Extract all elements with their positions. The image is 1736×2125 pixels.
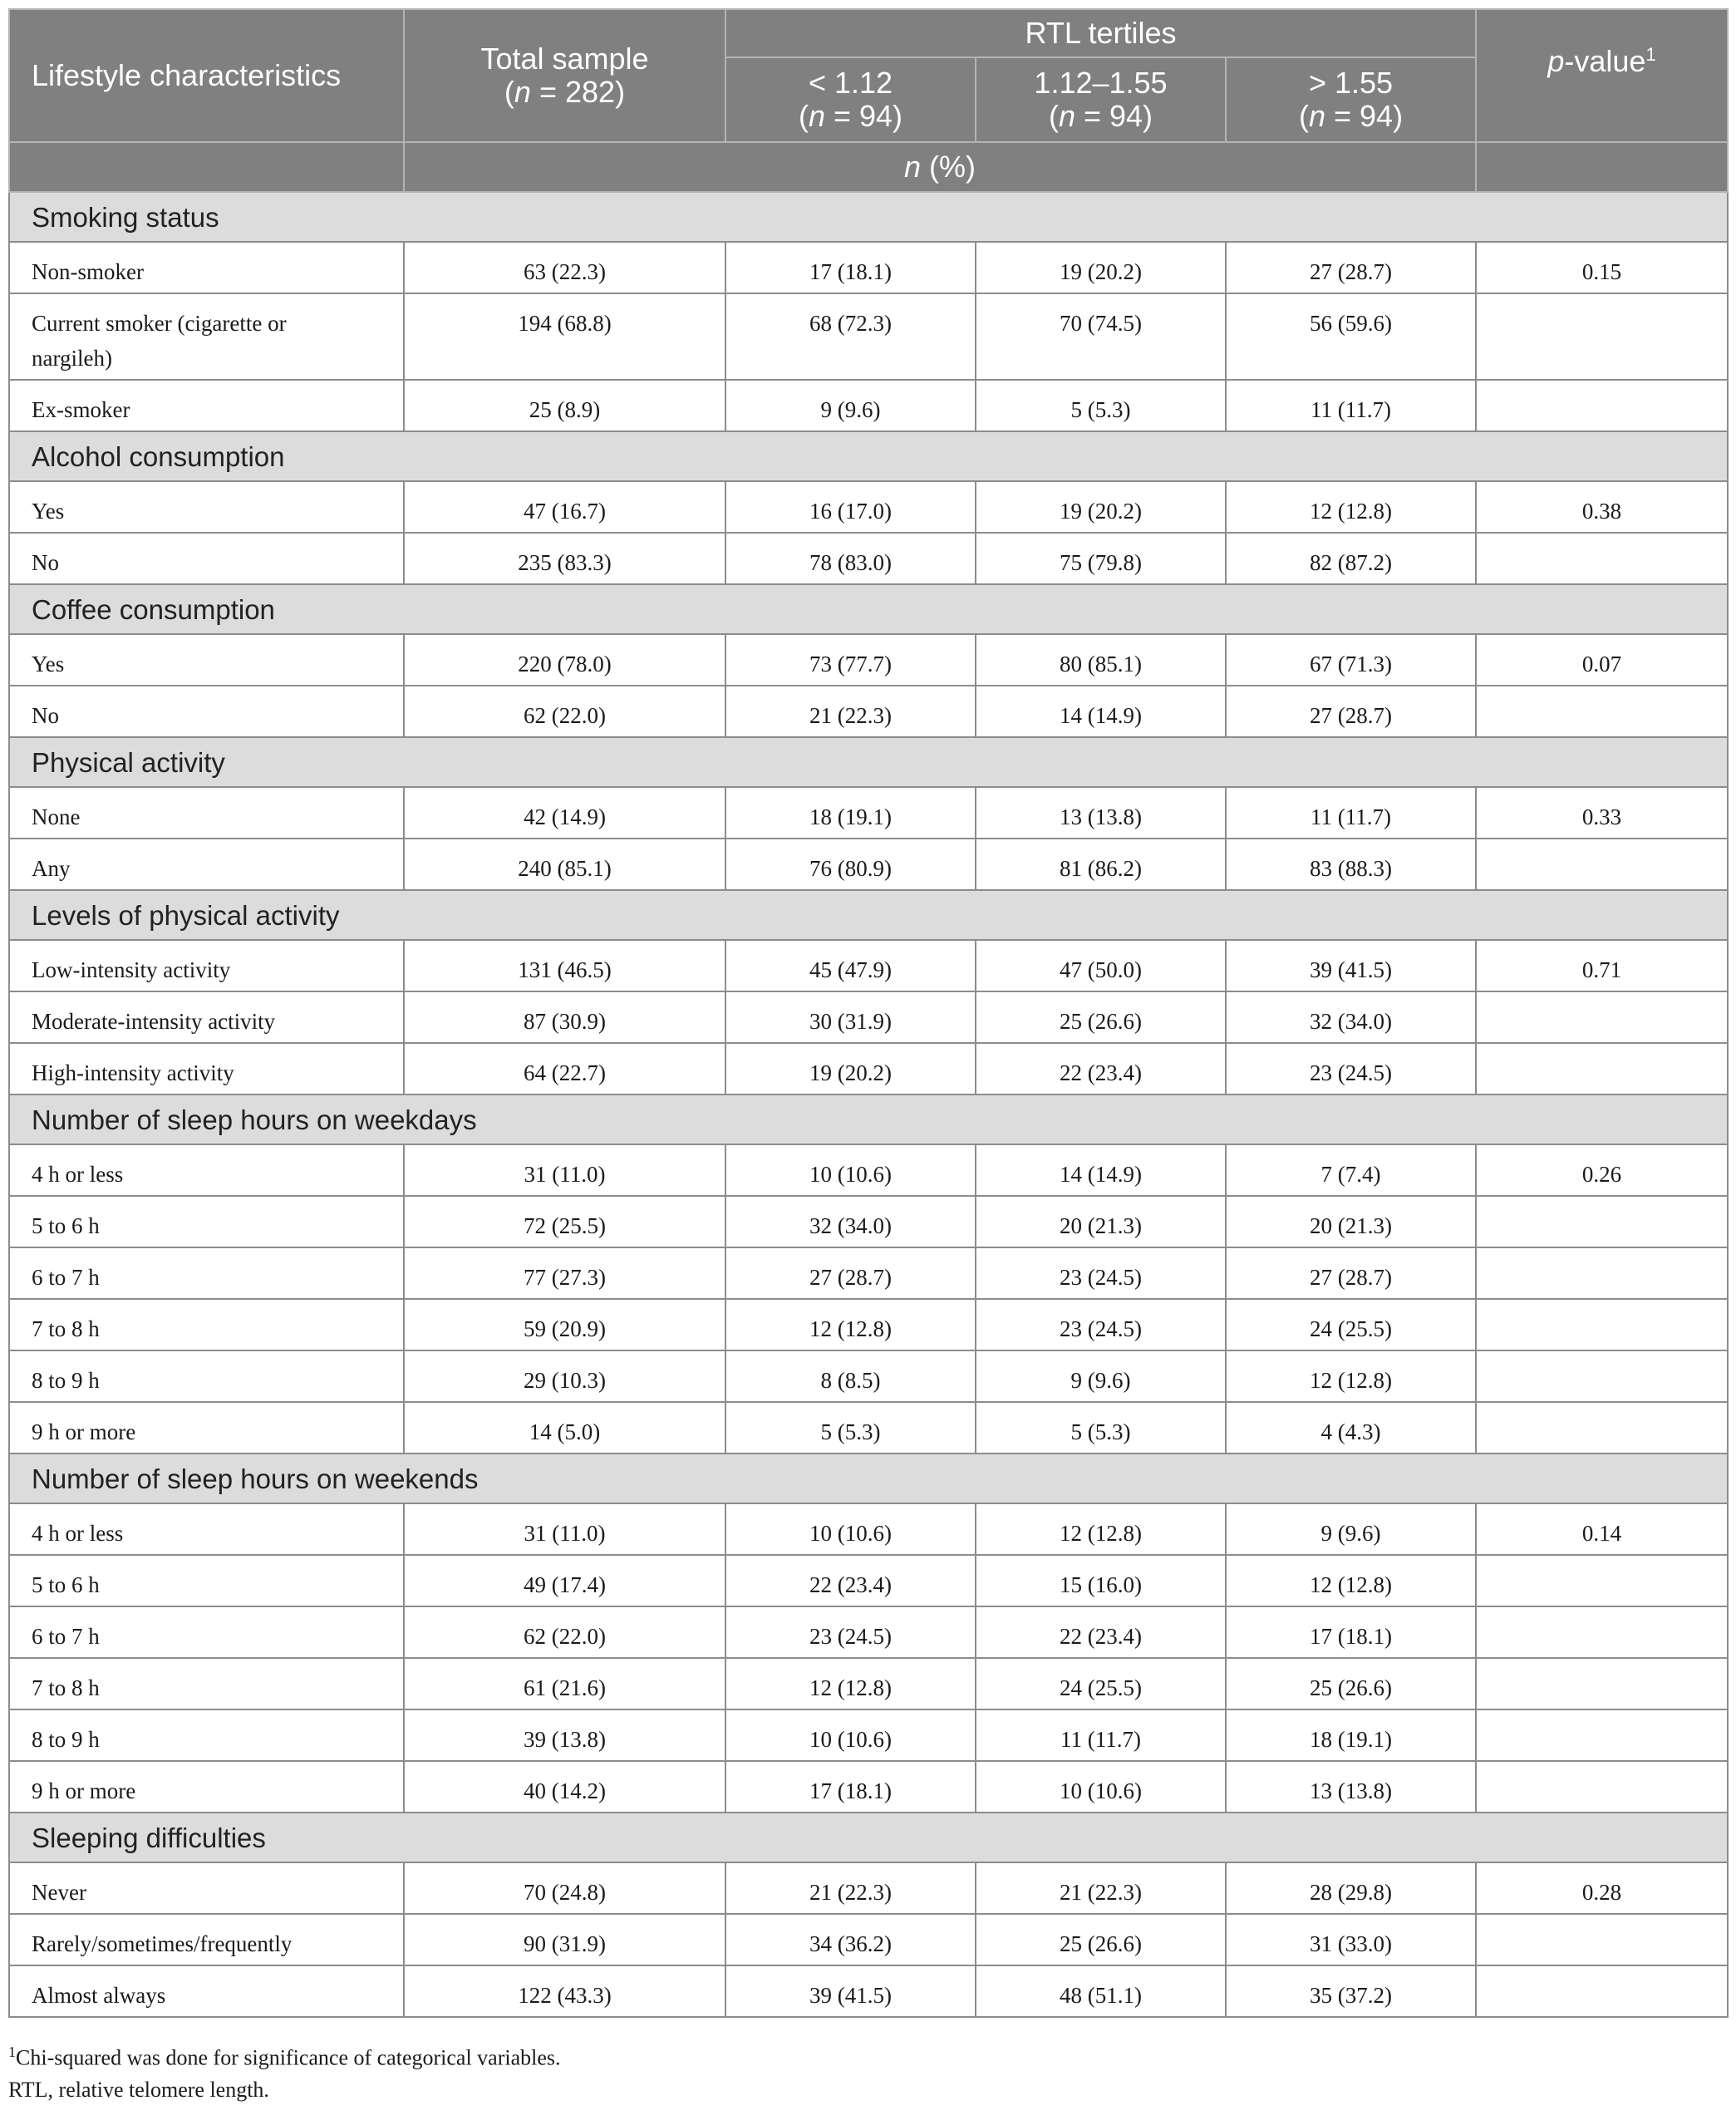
row-label: 8 to 9 h	[9, 1709, 404, 1761]
table-row	[9, 481, 1728, 533]
table-row	[9, 940, 1728, 991]
pvalue-cell: 0.15	[1476, 242, 1728, 293]
tertile-3-cell: 27 (28.7)	[1226, 1247, 1476, 1299]
table-container	[8, 8, 1727, 2106]
table-row	[9, 1043, 1728, 1094]
n-percent-italic: n	[904, 150, 922, 184]
section-title: Alcohol consumption	[9, 431, 1728, 481]
tertile-2-cell: 20 (21.3)	[976, 1196, 1226, 1247]
row-label: Moderate-intensity activity	[9, 991, 404, 1043]
total-cell: 87 (30.9)	[404, 991, 725, 1043]
row-label: Ex-smoker	[9, 380, 404, 431]
pvalue-cell	[1476, 1709, 1728, 1761]
footnotes	[8, 2036, 1727, 2106]
tertile-3-cell: 56 (59.6)	[1226, 293, 1476, 380]
table-row	[9, 991, 1728, 1043]
tertile-3-label: > 1.55	[1308, 66, 1394, 101]
tertile-3-cell: 4 (4.3)	[1226, 1402, 1476, 1454]
tertile-2-cell: 22 (23.4)	[976, 1606, 1226, 1658]
footnote-1-sup: 1	[8, 2044, 16, 2060]
pvalue-cell: 0.14	[1476, 1503, 1728, 1555]
total-cell: 47 (16.7)	[404, 481, 725, 533]
tertile-3-cell: 35 (37.2)	[1226, 1965, 1476, 2017]
section-header-row	[9, 431, 1728, 481]
table-row	[9, 686, 1728, 737]
pvalue-cell	[1476, 1965, 1728, 2017]
table-body	[9, 192, 1728, 2017]
total-cell: 29 (10.3)	[404, 1350, 725, 1402]
tertile-1-cell: 34 (36.2)	[725, 1914, 976, 1965]
tertile-2-cell: 13 (13.8)	[976, 787, 1226, 839]
tertile-2-cell: 11 (11.7)	[976, 1709, 1226, 1761]
total-cell: 62 (22.0)	[404, 686, 725, 737]
tertile-3-cell: 18 (19.1)	[1226, 1709, 1476, 1761]
row-label: No	[9, 533, 404, 584]
pvalue-cell	[1476, 1350, 1728, 1402]
tertile-3-cell: 23 (24.5)	[1226, 1043, 1476, 1094]
pvalue-cell: 0.33	[1476, 787, 1728, 839]
pvalue-cell	[1476, 839, 1728, 890]
pvalue-italic: p	[1547, 44, 1565, 78]
row-label: Never	[9, 1862, 404, 1914]
tertile-1-cell: 45 (47.9)	[725, 940, 976, 991]
pvalue-cell: 0.26	[1476, 1144, 1728, 1196]
pvalue-cell	[1476, 991, 1728, 1043]
tertile-1-cell: 10 (10.6)	[725, 1144, 976, 1196]
tertile-1-cell: 18 (19.1)	[725, 787, 976, 839]
tertile-2-cell: 23 (24.5)	[976, 1247, 1226, 1299]
row-label: Low-intensity activity	[9, 940, 404, 991]
tertile-3-cell: 83 (88.3)	[1226, 839, 1476, 890]
table-row	[9, 293, 1728, 380]
tertile-3-cell: 39 (41.5)	[1226, 940, 1476, 991]
tertile-1-cell: 68 (72.3)	[725, 293, 976, 380]
total-cell: 31 (11.0)	[404, 1503, 725, 1555]
total-cell: 40 (14.2)	[404, 1761, 725, 1813]
table-row	[9, 1555, 1728, 1606]
tertile-1-cell: 39 (41.5)	[725, 1965, 976, 2017]
tertile-1-cell: 5 (5.3)	[725, 1402, 976, 1454]
tertile-2-cell: 81 (86.2)	[976, 839, 1226, 890]
tertile-2-cell: 23 (24.5)	[976, 1299, 1226, 1350]
total-cell: 131 (46.5)	[404, 940, 725, 991]
tertile-1-cell: 21 (22.3)	[725, 1862, 976, 1914]
tertile-2-label: 1.12–1.55	[1034, 66, 1168, 101]
tertile-1-cell: 8 (8.5)	[725, 1350, 976, 1402]
tertile-2-cell: 75 (79.8)	[976, 533, 1226, 584]
row-label: 5 to 6 h	[9, 1196, 404, 1247]
tertile-3-cell: 11 (11.7)	[1226, 787, 1476, 839]
section-title: Number of sleep hours on weekdays	[9, 1094, 1728, 1144]
pvalue-cell	[1476, 1299, 1728, 1350]
row-label: High-intensity activity	[9, 1043, 404, 1094]
section-header-row	[9, 1094, 1728, 1144]
row-label: Yes	[9, 481, 404, 533]
tertile-3-cell: 31 (33.0)	[1226, 1914, 1476, 1965]
tertile-1-cell: 10 (10.6)	[725, 1503, 976, 1555]
tertile-1-cell: 9 (9.6)	[725, 380, 976, 431]
table-row	[9, 1196, 1728, 1247]
tertile-1-label: < 1.12	[808, 66, 893, 101]
tertile-2-cell: 10 (10.6)	[976, 1761, 1226, 1813]
pvalue-sup: 1	[1645, 44, 1656, 65]
rtl-tertiles-header: RTL tertiles	[725, 9, 1476, 57]
total-cell: 42 (14.9)	[404, 787, 725, 839]
tertile-1-cell: 16 (17.0)	[725, 481, 976, 533]
pvalue-cell: 0.38	[1476, 481, 1728, 533]
section-title: Sleeping difficulties	[9, 1813, 1728, 1862]
row-label: 7 to 8 h	[9, 1299, 404, 1350]
pvalue-cell	[1476, 1043, 1728, 1094]
section-header-row	[9, 192, 1728, 242]
table-row	[9, 1761, 1728, 1813]
tertile-3-cell: 12 (12.8)	[1226, 481, 1476, 533]
tertile-2-cell: 25 (26.6)	[976, 991, 1226, 1043]
row-label: 8 to 9 h	[9, 1350, 404, 1402]
pvalue-cell	[1476, 1914, 1728, 1965]
tertile-3-cell: 32 (34.0)	[1226, 991, 1476, 1043]
total-cell: 25 (8.9)	[404, 380, 725, 431]
tertile-1-cell: 32 (34.0)	[725, 1196, 976, 1247]
row-label: Any	[9, 839, 404, 890]
row-label: Almost always	[9, 1965, 404, 2017]
total-cell: 49 (17.4)	[404, 1555, 725, 1606]
section-title: Coffee consumption	[9, 584, 1728, 634]
pvalue-text: -value	[1564, 44, 1646, 78]
section-title: Physical activity	[9, 737, 1728, 787]
pvalue-header	[1476, 9, 1728, 142]
tertile-1-cell: 23 (24.5)	[725, 1606, 976, 1658]
tertile-3-cell: 12 (12.8)	[1226, 1350, 1476, 1402]
tertile-3-cell: 27 (28.7)	[1226, 242, 1476, 293]
total-cell: 240 (85.1)	[404, 839, 725, 890]
total-cell: 63 (22.3)	[404, 242, 725, 293]
total-sample-label: Total sample	[480, 42, 649, 76]
tertile-2-cell: 5 (5.3)	[976, 380, 1226, 431]
row-label: 9 h or more	[9, 1761, 404, 1813]
tertile-3-cell: 17 (18.1)	[1226, 1606, 1476, 1658]
tertile-2-cell: 80 (85.1)	[976, 634, 1226, 686]
tertile-2-cell: 5 (5.3)	[976, 1402, 1226, 1454]
pvalue-cell	[1476, 1402, 1728, 1454]
row-label: Yes	[9, 634, 404, 686]
tertile-3-cell: 9 (9.6)	[1226, 1503, 1476, 1555]
tertile-3-cell: 27 (28.7)	[1226, 686, 1476, 737]
tertile-3-cell: 28 (29.8)	[1226, 1862, 1476, 1914]
total-cell: 64 (22.7)	[404, 1043, 725, 1094]
tertile-1-header: < 1.12 (n = 94)	[725, 57, 976, 142]
tertile-3-cell: 12 (12.8)	[1226, 1555, 1476, 1606]
table-row	[9, 242, 1728, 293]
tertile-3-cell: 13 (13.8)	[1226, 1761, 1476, 1813]
total-cell: 70 (24.8)	[404, 1862, 725, 1914]
header-blank-right	[1476, 142, 1728, 192]
row-label: No	[9, 686, 404, 737]
section-title: Levels of physical activity	[9, 890, 1728, 940]
total-cell: 194 (68.8)	[404, 293, 725, 380]
tertile-1-cell: 22 (23.4)	[725, 1555, 976, 1606]
tertile-1-cell: 21 (22.3)	[725, 686, 976, 737]
tertile-1-cell: 10 (10.6)	[725, 1709, 976, 1761]
section-header-row	[9, 890, 1728, 940]
tertile-3-cell: 67 (71.3)	[1226, 634, 1476, 686]
tertile-1-cell: 78 (83.0)	[725, 533, 976, 584]
table-row	[9, 533, 1728, 584]
pvalue-cell	[1476, 1658, 1728, 1709]
pvalue-cell	[1476, 533, 1728, 584]
total-sample-header: Total sample (n = 282)	[404, 9, 725, 142]
tertile-1-cell: 73 (77.7)	[725, 634, 976, 686]
row-label: None	[9, 787, 404, 839]
tertile-2-cell: 22 (23.4)	[976, 1043, 1226, 1094]
lifestyle-table	[8, 8, 1729, 2018]
pvalue-cell: 0.07	[1476, 634, 1728, 686]
total-cell: 90 (31.9)	[404, 1914, 725, 1965]
total-cell: 220 (78.0)	[404, 634, 725, 686]
pvalue-cell	[1476, 1761, 1728, 1813]
tertile-2-cell: 24 (25.5)	[976, 1658, 1226, 1709]
tertile-2-cell: 12 (12.8)	[976, 1503, 1226, 1555]
row-label: 6 to 7 h	[9, 1247, 404, 1299]
total-cell: 62 (22.0)	[404, 1606, 725, 1658]
tertile-2-cell: 19 (20.2)	[976, 481, 1226, 533]
table-row	[9, 1658, 1728, 1709]
section-header-row	[9, 1454, 1728, 1503]
table-header	[9, 9, 1728, 192]
pvalue-cell	[1476, 1555, 1728, 1606]
footnote-2: RTL, relative telomere length.	[8, 2077, 269, 2102]
table-row	[9, 787, 1728, 839]
total-cell: 14 (5.0)	[404, 1402, 725, 1454]
tertile-2-cell: 15 (16.0)	[976, 1555, 1226, 1606]
footnote-1	[8, 2036, 1727, 2074]
tertile-3-n: 94	[1360, 99, 1394, 133]
row-label-header: Lifestyle characteristics	[9, 9, 404, 142]
header-blank-left	[9, 142, 404, 192]
n-percent-text: (%)	[921, 150, 976, 184]
tertile-1-cell: 76 (80.9)	[725, 839, 976, 890]
tertile-2-cell: 47 (50.0)	[976, 940, 1226, 991]
tertile-2-cell: 14 (14.9)	[976, 686, 1226, 737]
tertile-2-cell: 19 (20.2)	[976, 242, 1226, 293]
table-row	[9, 1144, 1728, 1196]
tertile-2-cell: 70 (74.5)	[976, 293, 1226, 380]
table-row	[9, 1350, 1728, 1402]
pvalue-cell	[1476, 686, 1728, 737]
total-cell: 122 (43.3)	[404, 1965, 725, 2017]
total-cell: 59 (20.9)	[404, 1299, 725, 1350]
pvalue-cell: 0.71	[1476, 940, 1728, 991]
tertile-3-cell: 20 (21.3)	[1226, 1196, 1476, 1247]
section-header-row	[9, 1813, 1728, 1862]
table-row	[9, 839, 1728, 890]
tertile-2-cell: 48 (51.1)	[976, 1965, 1226, 2017]
tertile-3-cell: 25 (26.6)	[1226, 1658, 1476, 1709]
footnote-1-text: Chi-squared was done for significance of categorical variables.	[16, 2045, 561, 2070]
table-row	[9, 1503, 1728, 1555]
table-row	[9, 1606, 1728, 1658]
row-label: Non-smoker	[9, 242, 404, 293]
table-row	[9, 1914, 1728, 1965]
tertile-1-cell: 12 (12.8)	[725, 1658, 976, 1709]
tertile-2-cell: 9 (9.6)	[976, 1350, 1226, 1402]
total-cell: 72 (25.5)	[404, 1196, 725, 1247]
section-title: Smoking status	[9, 192, 1728, 242]
tertile-1-cell: 27 (28.7)	[725, 1247, 976, 1299]
tertile-3-header: > 1.55 (n = 94)	[1226, 57, 1476, 142]
tertile-3-cell: 11 (11.7)	[1226, 380, 1476, 431]
pvalue-cell	[1476, 293, 1728, 380]
tertile-1-cell: 19 (20.2)	[725, 1043, 976, 1094]
section-title: Number of sleep hours on weekends	[9, 1454, 1728, 1503]
tertile-3-cell: 82 (87.2)	[1226, 533, 1476, 584]
row-label: 4 h or less	[9, 1144, 404, 1196]
table-row	[9, 380, 1728, 431]
table-row	[9, 634, 1728, 686]
row-label: 5 to 6 h	[9, 1555, 404, 1606]
table-row	[9, 1247, 1728, 1299]
tertile-1-cell: 12 (12.8)	[725, 1299, 976, 1350]
total-sample-n: 282	[564, 75, 616, 109]
total-cell: 77 (27.3)	[404, 1247, 725, 1299]
total-cell: 61 (21.6)	[404, 1658, 725, 1709]
table-row	[9, 1402, 1728, 1454]
table-row	[9, 1709, 1728, 1761]
tertile-3-cell: 24 (25.5)	[1226, 1299, 1476, 1350]
row-label: 9 h or more	[9, 1402, 404, 1454]
table-row	[9, 1862, 1728, 1914]
total-cell: 39 (13.8)	[404, 1709, 725, 1761]
table-row	[9, 1965, 1728, 2017]
tertile-2-cell: 14 (14.9)	[976, 1144, 1226, 1196]
tertile-3-cell: 7 (7.4)	[1226, 1144, 1476, 1196]
row-label: 7 to 8 h	[9, 1658, 404, 1709]
tertile-1-cell: 17 (18.1)	[725, 242, 976, 293]
pvalue-cell	[1476, 1247, 1728, 1299]
row-label: Current smoker (cigarette or nargileh)	[9, 293, 404, 380]
tertile-1-n: 94	[859, 99, 893, 133]
tertile-2-n: 94	[1109, 99, 1143, 133]
row-label: Rarely/sometimes/frequently	[9, 1914, 404, 1965]
pvalue-cell	[1476, 1606, 1728, 1658]
row-label: 6 to 7 h	[9, 1606, 404, 1658]
tertile-1-cell: 30 (31.9)	[725, 991, 976, 1043]
tertile-2-cell: 25 (26.6)	[976, 1914, 1226, 1965]
n-percent-header	[404, 142, 1476, 192]
tertile-2-header: 1.12–1.55 (n = 94)	[976, 57, 1226, 142]
pvalue-cell	[1476, 1196, 1728, 1247]
total-cell: 31 (11.0)	[404, 1144, 725, 1196]
tertile-1-cell: 17 (18.1)	[725, 1761, 976, 1813]
section-header-row	[9, 584, 1728, 634]
row-label: 4 h or less	[9, 1503, 404, 1555]
pvalue-cell: 0.28	[1476, 1862, 1728, 1914]
total-cell: 235 (83.3)	[404, 533, 725, 584]
tertile-2-cell: 21 (22.3)	[976, 1862, 1226, 1914]
section-header-row	[9, 737, 1728, 787]
table-row	[9, 1299, 1728, 1350]
pvalue-cell	[1476, 380, 1728, 431]
